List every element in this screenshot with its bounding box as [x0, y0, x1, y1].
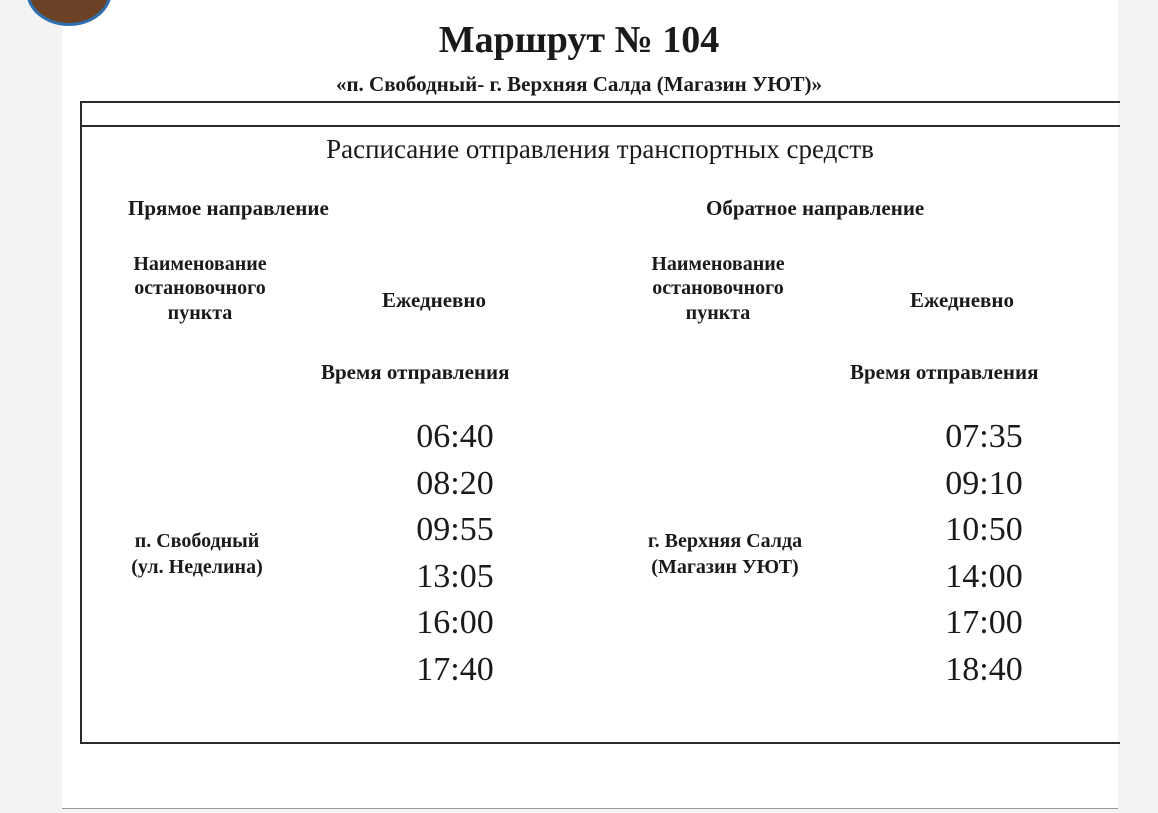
departure-time: 17:00	[945, 604, 1023, 642]
forward-stop-header	[100, 252, 300, 325]
frame-divider	[80, 125, 1120, 127]
departure-time: 16:00	[416, 604, 494, 642]
reverse-departure-header: Время отправления	[850, 360, 1039, 384]
departure-time: 14:00	[945, 557, 1023, 595]
reverse-daily-label: Ежедневно	[910, 288, 1014, 312]
schedule-heading: Расписание отправления транспортных средств	[326, 134, 874, 164]
departure-time: 09:10	[945, 464, 1023, 502]
departure-time: 08:20	[416, 464, 494, 502]
departure-time: 18:40	[945, 650, 1023, 688]
departure-time: 09:55	[416, 511, 494, 549]
reverse-stop-header-line: остановочного	[652, 277, 784, 300]
forward-departure-header: Время отправления	[321, 360, 510, 384]
route-subtitle: «п. Свободный- г. Верхняя Салда (Магазин УЮТ)»	[335, 72, 823, 96]
reverse-stop-header-line: пункта	[685, 301, 751, 324]
departure-time: 06:40	[416, 418, 494, 455]
forward-stop-header-line: остановочного	[134, 277, 266, 300]
reverse-stop-line: (Магазин УЮТ)	[651, 556, 799, 578]
forward-stop-line: (ул. Неделина)	[131, 556, 263, 578]
departure-time: 10:50	[945, 511, 1023, 549]
reverse-stop-header-line: Наименование	[651, 253, 785, 275]
forward-stop-header-line: пункта	[167, 301, 233, 324]
reverse-stop-header	[618, 252, 818, 325]
departure-time: 17:40	[416, 650, 494, 688]
reverse-stop-line: г. Верхняя Салда	[647, 530, 803, 552]
forward-stop-line: п. Свободный	[134, 530, 260, 552]
forward-direction-label: Прямое направление	[128, 196, 329, 220]
reverse-times	[914, 414, 1054, 694]
reverse-direction-label: Обратное направление	[706, 196, 925, 220]
forward-stop-header-line: Наименование	[133, 253, 267, 275]
forward-times	[385, 414, 525, 694]
departure-time: 07:35	[945, 418, 1023, 455]
forward-daily-label: Ежедневно	[382, 288, 486, 312]
departure-time: 13:05	[416, 557, 494, 595]
page-title: Маршрут № 104	[438, 19, 720, 61]
forward-stop-name	[92, 528, 302, 580]
reverse-stop-name	[600, 528, 850, 580]
